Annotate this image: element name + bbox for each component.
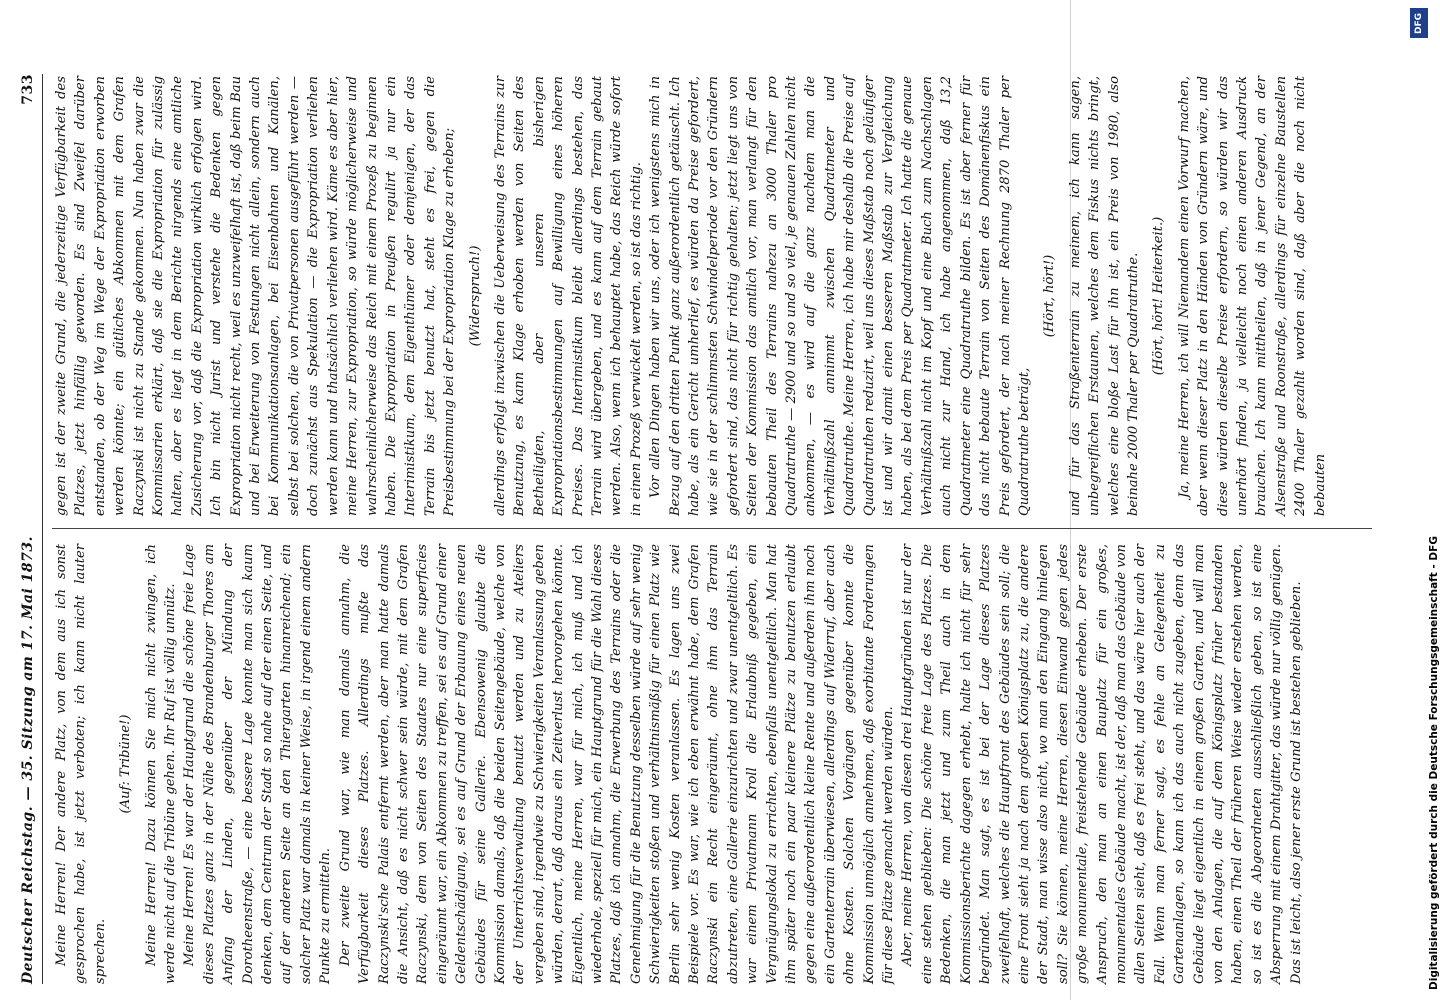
column-divider [52,528,1372,529]
attribution-strip [1406,10,1440,990]
page-number: 733 [20,74,36,105]
paragraph: Meine Herren! Dazu können Sie mich nicht zwingen, ich werde nicht auf die Tribüne gehen. Ihr Ruf ist völlig unnütz. [143,544,179,984]
rotated-page-content [8,64,1388,994]
interjection: (Hört, hört!) [1042,254,1058,338]
dfg-logo: DFG [1410,8,1428,38]
paragraph: Aber, meine Herren, von diesen drei Hauptgründen ist nur der eine stehen geblieben: Die schöne freie Lage des Platzes. Die Bedenken, die man jetzt und zum Theil auch in dem Kommissionsberichte dagegen erhebt, halte ich nicht für sehr begründet. Man sagt, es ist bei der Lage dieses Platzes zweifelhaft, welches die Hauptfront des Gebäudes sein soll; die eine Front sieht ja nach dem großen Königsplatz zu, die andere der Stadt, man wisse also nicht, wo man den Eingang hinlegen soll? Sie können, meine Herren, diesen Einwand gegen jedes große monumentale, freistehende Gebäude erheben. Der erste Anspruch, den man an einen Bauplatz für ein großes, monumentales Gebäude macht, ist der, daß man das Gebäude von allen Seiten sieht, daß es frei steht, und das wäre hier auch der Fall. Wenn man ferner sagt, es fehle an Gelegenheit zu Gartenanlagen, so kann ich das auch nicht zugeben, denn das Gebäude liegt eigentlich in einem großen Garten, und will man von den Anlagen, die auf dem Königsplatz früher bestanden haben, einen Theil der früheren Weise wieder erstehen werden, so ist es die Abgeordneten ausschließlich geben, so ist eine Absperrung mit einem Drahtgitter, das würde nur völlig genügen. Das ist leicht, also jener erste Grund ist bestehen geblieben. [900,544,1304,984]
interjection: (Hört, hört! Heiterkeit.) [1151,216,1167,376]
paragraph: und für das Straßenterrain zu meinem, ich kann sagen, unbegreiflichen Erstaunen, welches dem Fiskus nichts bringt, welches eine bloße Last für ihn ist, ein Preis von 1980, also beinahe 2000 Thaler per Quadratruthe. [1067,76,1141,516]
page-header [18,74,42,984]
paragraph: Meine Herren! Es war der Hauptgrund die schöne freie Lage dieses Platzes ganz in der Nähe des Brandenburger Thores am Anfang der Linden, gegenüber der Mündung der Dorotheenstraße, — eine bessere Lage konnte man sich kaum denken, dem Centrum der Stadt so nahe auf der einen Seite, und auf der anderen Seite an den Thiergarten hinanreichend; ein solcher Platz war damals in keiner Weise, in irgend einem andern Punkte zu ermitteln. [182,544,334,984]
paragraph: Vor allen Dingen haben wir uns, oder ich wenigstens mich in Bezug auf den dritten Punkt ganz außerordentlich getäuscht. Ich habe, als ein Gericht umherlief, es würden da Preise gefordert, wie sie in der schlimmsten Schwindelperiode vor den Gründern gefordert sind, das nicht für richtig gehalten; jetzt liegt uns von Seiten der Kommission das amtlich vor, man verlangt für den bebauten Theil des Terrains nahezu an 3000 Thaler pro Quadratruthe — 2900 und so und so viel, je genauen Zahlen nicht ankommen, — es wird auf die ganz nachdem man die Verhältnißzahl annimmt zwischen Quadratmeter und Quadratruthe. Meine Herren, ich habe mir deshalb die Preise auf Quadratruthen reduzirt, weil uns dieses Maßstab noch geläufiger ist und wir damit einen besseren Maßstab zur Vergleichung haben, als bei dem Preis per Quadratmeter. Ich hatte die genaue Verhältnißzahl nicht im Kopf und eine Buch zum Nachschlagen auch nicht zur Hand, ich habe angenommen, daß 13,2 Quadratmeter eine Quadratruthe bilden. Es ist aber ferner für das nicht bebaute Terrain von Seiten des Domänenfiskus ein Preis gefordert, der nach meiner Rechnung 2870 Thaler per Quadratruthe beträgt, [648,76,1032,516]
paragraph: allerdings erfolgt inzwischen die Ueberweisung des Terrains zur Benutzung, es kann Klage erhoben werden von Seiten des Betheiligten, aber unseren bisherigen Expropriationsbestimmungen auf Bewilligung eines höheren Preises. Das Interimistikum bleibt allerdings bestehen, das Terrain wird übergeben, und es kann auf dem Terrain gebaut werden. Also, wenn ich behauptet habe, das Reich würde sofort in einen Prozeß verwickelt werden, so ist das richtig. [492,76,644,516]
paragraph: Der zweite Grund war, wie man damals annahm, die Verfügbarkeit dieses Platzes. Allerdings mußte das Raczynski'sche Palais entfernt werden, aber man hatte damals die Ansicht, daß es nicht schwer sein würde, mit dem Grafen Raczynski, dem von Seiten des Staates nur eine superficies eingeräumt war, ein Abkommen zu treffen, sei es auf Grund einer Geldentschädigung, sei es auf Grund der Erbauung eines neuen Gebäudes für seine Gallerie. Ebensowenig glaubte die Kommission damals, daß die beiden Seitengebäude, welche von der Unterrichtsverwaltung benutzt werden und zu Ateliers vergeben sind, irgendwie zu Schwierigkeiten Veranlassung geben würden, derart, daß daraus ein Zeitverlust hervorgehen könnte. Eigentlich, meine Herren, war für mich, ich muß und ich wiederhole, speziell für mich, ein Hauptgrund für die Wahl dieses Platzes, daß ich annahm, die Erwerbung des Terrains oder die Genehmigung für die Benutzung desselben würde auf sehr wenig Schwierigkeiten stoßen und verhältnismäßig für einen Platz wie Berlin sehr wenig Kosten veranlassen. Es lagen uns zwei Beispiele vor. Es war, wie ich eben erwähnt habe, dem Grafen Raczynski ein Recht eingeräumt, ohne ihm das Terrain abzutreten, eine Gallerie einzurichten und zwar unentgeltlich. Es war einem Privatmann Kroll die Erlaubniß gegeben, ein Vergnügungslokal zu errichten, ebenfalls unentgeltlich. Man hat ihm später noch ein paar kleinere Plätze zu benutzen erlaubt gegen eine außerordentlich kleine Rente und außerdem ihm noch ein Gartenterrain überwiesen, allerdings auf Widerruf, aber auch ohne Kosten. Solchen Vorgängen gegenüber konnte die Kommission unmöglich annehmen, daß exorbitante Forderungen für diese Plätze gemacht werden würden. [337,544,897,984]
header-rule [42,74,43,984]
interjection: (Auf: Tribüne!) [118,714,134,814]
paragraph: Meine Herren! Der andere Platz, von dem aus ich sonst gesprochen habe, ist jetzt verboten; ich kann nicht lauter sprechen. [54,544,108,984]
attribution-text: Digitalisierung gefördert durch die Deutsche Forschungsgemeinschaft - DFG [1428,536,1440,990]
right-column [52,76,1372,516]
page-title: Deutscher Reichstag. — 35. Sitzung am 17. Mai 1873. [20,535,36,984]
paragraph: gegen ist der zweite Grund, die jederzeitige Verfügbarkeit des Platzes, jetzt hinfällig geworden. Es sind Zweifel darüber entstanden, ob der Weg im Wege der Expropriation erworben werden könnte; ein gütliches Abkommen mit dem Grafen Raczynski ist nicht zu Stande gekommen. Nun haben zwar die Kommissarien erklärt, daß sie die Expropriation für zulässig halten, aber es liegt in dem Berichte nirgends eine amtliche Zusicherung vor, daß die Expropriation wirklich erfolgen wird. Ich bin nicht Jurist und verstehe die Bedenken gegen Expropriation nicht recht, weil es unzweifelhaft ist, daß beim Bau und bei Erweiterung von Festungen nicht allein, sondern auch bei Kommunikationsanlagen, bei Eisenbahnen und Kanälen, selbst bei solchen, die von Privatpersonen ausgeführt werden — doch zunächst aus Spekulation — die Expropriation verliehen werden kann und thatsächlich verliehen wird. Käme es aber hier, meine Herren, zur Expropriation, so würde möglicherweise und wahrscheinlicherweise das Reich mit einem Prozeß zu beginnen haben. Die Expropriation in Preußen regulirt ja nur ein Interimistikum, dem Eigenthümer oder demjenigen, der das Terrain bis jetzt benutzt hat, steht es frei, gegen die Preisbestimmung bei der Expropriation Klage zu erheben; [54,76,458,516]
left-column [52,544,1372,984]
paragraph: Ja, meine Herren, ich will Niemandem einen Vorwurf machen, aber wenn dieser Platz in den Händen von Gründern wäre, und diese würden dieselbe Preise erfordern, so würden wir das unerhört finden, ja vielleicht noch einen anderen Ausdruck brauchen. Ich kann mittheilen, daß in jener Gegend, an der Alsenstraße und Roonstraße, allerdings für einzelne Baustellen 2400 Thaler gezahlt worden sind, daß aber die noch nicht bebauten [1176,76,1328,516]
interjection: (Widerspruch!) [467,245,483,347]
